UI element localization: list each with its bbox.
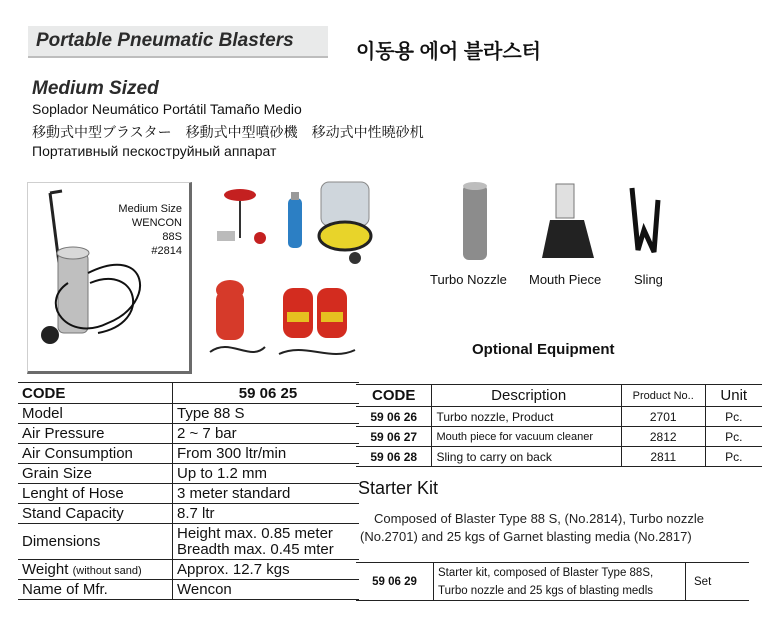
sling-image	[618, 180, 668, 265]
spec-value: Type 88 S	[173, 404, 360, 424]
spec-key: Dimensions	[18, 524, 173, 560]
title-japanese-chinese: 移動式中型ブラスター 移動式中型噴砂機 移动式中性曉砂机	[32, 124, 424, 140]
weight-note: (without sand)	[72, 565, 142, 577]
sling-label: Sling	[634, 272, 663, 287]
column-header-code: CODE	[356, 385, 432, 407]
table-row	[356, 563, 749, 601]
spec-value: From 300 ltr/min	[173, 444, 360, 464]
turbo-nozzle-image	[455, 180, 495, 265]
spec-value: 8.7 ltr	[173, 504, 360, 524]
cell-description	[434, 563, 686, 601]
column-header-unit: Unit	[705, 385, 762, 407]
table-row	[18, 524, 359, 560]
table-row	[18, 504, 359, 524]
table-row	[18, 464, 359, 484]
table-row	[18, 444, 359, 464]
dimension-breadth: Breadth max. 0.45 mter	[177, 540, 334, 558]
spec-value: Up to 1.2 mm	[173, 464, 360, 484]
cell-description: Sling to carry on back	[432, 447, 621, 467]
cell-unit: Pc.	[705, 447, 762, 467]
table-row	[18, 580, 359, 600]
starter-kit-description	[360, 510, 748, 546]
column-header-description: Description	[432, 385, 621, 407]
photo-caption-line: Medium Size	[118, 203, 182, 215]
kit-description-line: Starter kit, composed of Blaster Type 88S,	[438, 566, 654, 579]
spec-value: 3 meter standard	[173, 484, 360, 504]
spec-key: Air Pressure	[18, 424, 173, 444]
cell-product-no: 2701	[621, 407, 705, 427]
cell-product-no: 2812	[621, 427, 705, 447]
page-title: Portable Pneumatic Blasters	[36, 30, 294, 51]
spec-value	[173, 524, 360, 560]
mouth-piece-label: Mouth Piece	[529, 272, 602, 287]
turbo-nozzle-label: Turbo Nozzle	[430, 272, 507, 287]
spec-key	[18, 560, 173, 580]
kit-description-line: Turbo nozzle and 25 kgs of blasting medls	[438, 584, 654, 597]
starter-kit-description-line: Composed of Blaster Type 88 S, (No.2814), Turbo nozzle	[374, 511, 704, 526]
red-blaster-image	[200, 272, 270, 362]
spec-value: Approx. 12.7 kgs	[173, 560, 360, 580]
title-russian: Портативный пескоструйный аппарат	[32, 143, 277, 159]
spec-value: 59 06 25	[173, 383, 360, 404]
cell-unit: Pc.	[705, 427, 762, 447]
spec-key: Model	[18, 404, 173, 424]
table-header-row	[356, 385, 762, 407]
table-row	[18, 424, 359, 444]
photo-caption-line: #2814	[151, 245, 182, 257]
spec-value: Wencon	[173, 580, 360, 600]
cell-code: 59 06 26	[356, 407, 432, 427]
cell-unit: Pc.	[705, 407, 762, 427]
starter-kit-table	[356, 562, 749, 601]
spec-key: Grain Size	[18, 464, 173, 484]
spec-key: Stand Capacity	[18, 504, 173, 524]
column-header-product-no: Product No..	[621, 385, 705, 407]
table-row	[356, 427, 762, 447]
blue-blaster-image	[280, 190, 310, 255]
table-row	[18, 383, 359, 404]
optional-equipment-heading: Optional Equipment	[472, 341, 615, 358]
cell-code: 59 06 27	[356, 427, 432, 447]
title-spanish: Soplador Neumático Portátil Tamaño Medio	[32, 101, 302, 117]
cell-unit: Set	[686, 563, 750, 601]
spec-key: Lenght of Hose	[18, 484, 173, 504]
page-title-korean: 이동용 에어 블라스터	[356, 41, 541, 63]
cell-code: 59 06 29	[356, 563, 434, 601]
cell-code: 59 06 28	[356, 447, 432, 467]
cell-product-no: 2811	[621, 447, 705, 467]
table-row	[356, 407, 762, 427]
table-row	[18, 404, 359, 424]
photo-caption-line: WENCON	[131, 217, 182, 229]
weight-label: Weight	[22, 561, 69, 578]
photo-caption-line: 88S	[162, 231, 182, 243]
table-row	[18, 484, 359, 504]
optional-equipment-table	[356, 384, 762, 467]
table-row	[18, 560, 359, 580]
blaster-accessories-image	[205, 183, 275, 253]
starter-kit-title: Starter Kit	[358, 478, 439, 498]
spec-key: CODE	[18, 383, 173, 404]
spec-value: 2 ~ 7 bar	[173, 424, 360, 444]
table-row	[356, 447, 762, 467]
mouth-piece-image	[532, 180, 602, 265]
twin-red-blaster-image	[275, 272, 360, 364]
spec-key: Air Consumption	[18, 444, 173, 464]
cell-description: Mouth piece for vacuum cleaner	[432, 427, 621, 447]
spec-table	[18, 382, 359, 600]
hopper-blaster-image	[315, 178, 375, 268]
starter-kit-description-line: (No.2701) and 25 kgs of Garnet blasting media (No.2817)	[360, 529, 692, 544]
cell-description: Turbo nozzle, Product	[432, 407, 621, 427]
subtitle: Medium Sized	[32, 78, 159, 99]
dimension-height: Height max. 0.85 meter	[177, 524, 333, 542]
spec-key: Name of Mfr.	[18, 580, 173, 600]
